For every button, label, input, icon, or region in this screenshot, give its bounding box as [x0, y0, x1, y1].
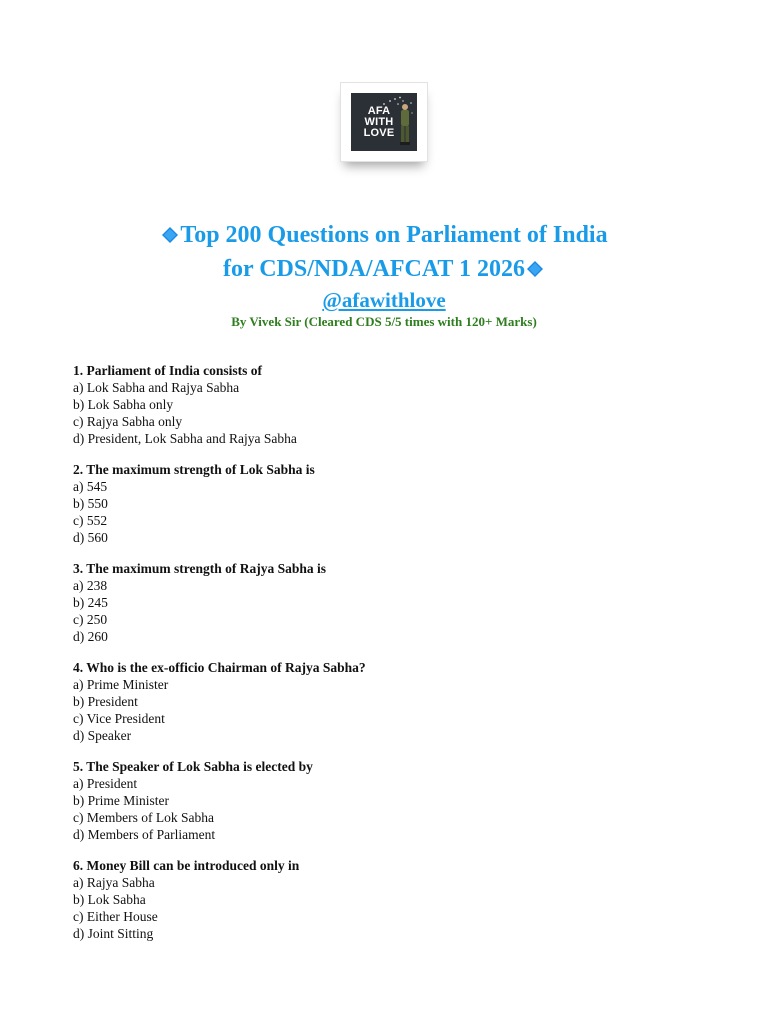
answer-option: b) 550 [73, 496, 108, 511]
question-item [73, 560, 713, 645]
answer-option: c) 250 [73, 612, 108, 627]
logo-line-1: AFA [367, 105, 391, 117]
author-byline: By Vivek Sir (Cleared CDS 5/5 times with 120+ Marks) [231, 314, 537, 329]
question-item [73, 362, 713, 447]
answer-option: d) Speaker [73, 728, 132, 743]
answer-option: b) President [73, 694, 138, 709]
answer-option: c) 552 [73, 513, 108, 528]
question-text: 4. Who is the ex-officio Chairman of Rajya Sabha? [73, 660, 366, 675]
question-text: 5. The Speaker of Lok Sabha is elected by [73, 759, 313, 774]
logo-line-2: WITH [364, 116, 394, 128]
logo-card [340, 82, 428, 162]
answer-option: b) Lok Sabha only [73, 397, 174, 412]
answer-option: a) Prime Minister [73, 677, 169, 692]
answer-option: a) President [73, 776, 138, 791]
answer-option: d) Joint Sitting [73, 926, 154, 941]
question-item [73, 461, 713, 546]
logo-wordmark [357, 106, 401, 139]
logo-line-3: LOVE [363, 127, 395, 139]
page-title-line-1 [0, 218, 768, 252]
soldier-figure-icon [396, 101, 414, 147]
logo [340, 82, 428, 172]
question-list [73, 362, 713, 956]
answer-option: d) Members of Parliament [73, 827, 216, 842]
page-title-line-2 [0, 252, 768, 286]
question-text: 1. Parliament of India consists of [73, 363, 262, 378]
answer-option: c) Rajya Sabha only [73, 414, 183, 429]
answer-option: b) Prime Minister [73, 793, 169, 808]
question-text: 3. The maximum strength of Rajya Sabha is [73, 561, 327, 576]
title-text-2: for CDS/NDA/AFCAT 1 2026 [222, 256, 525, 282]
answer-option: c) Either House [73, 909, 158, 924]
logo-badge [351, 93, 417, 151]
header [0, 218, 768, 330]
title-text-1: Top 200 Questions on Parliament of India [180, 222, 608, 248]
answer-option: d) 560 [73, 530, 108, 545]
answer-option: d) President, Lok Sabha and Rajya Sabha [73, 431, 297, 446]
blue-diamond-icon [527, 261, 543, 277]
question-text: 2. The maximum strength of Lok Sabha is [73, 462, 315, 477]
answer-option: a) 545 [73, 479, 108, 494]
answer-option: a) Lok Sabha and Rajya Sabha [73, 380, 240, 395]
answer-option: b) Lok Sabha [73, 892, 146, 907]
answer-option: c) Vice President [73, 711, 165, 726]
answer-option: b) 245 [73, 595, 108, 610]
answer-option: c) Members of Lok Sabha [73, 810, 214, 825]
channel-handle-link[interactable]: @afawithlove [322, 288, 446, 312]
question-item [73, 659, 713, 744]
answer-option: a) Rajya Sabha [73, 875, 155, 890]
question-item [73, 758, 713, 843]
blue-diamond-icon [162, 227, 178, 243]
question-text: 6. Money Bill can be introduced only in [73, 858, 300, 873]
stars-decoration-icon [381, 95, 405, 107]
answer-option: d) 260 [73, 629, 108, 644]
question-item [73, 857, 713, 942]
answer-option: a) 238 [73, 578, 108, 593]
